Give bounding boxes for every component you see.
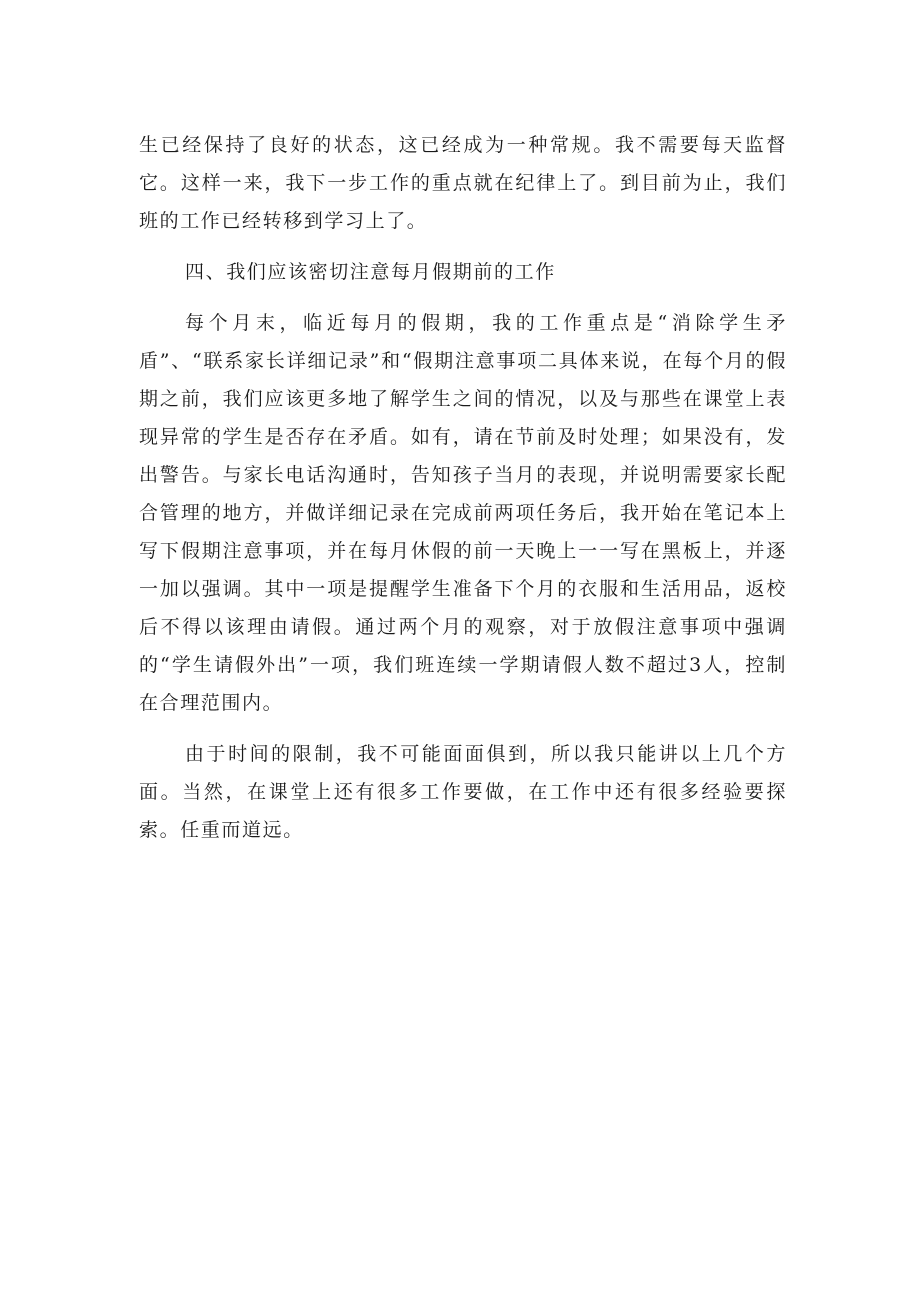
section-heading-four: 四、我们应该密切注意每月假期前的工作 — [185, 261, 556, 283]
paragraph-conclusion: 由于时间的限制，我不可能面面俱到，所以我只能讲以上几个方面。当然，在课堂上还有很多工作要做，在工作中还有很多经验要探索。任重而道远。 — [139, 743, 787, 841]
document-body — [139, 126, 787, 862]
paragraph-monthly-work: 每个月末，临近每月的假期，我的工作重点是“消除学生矛盾”、“联系家长详细记录”和“假期注意事项二具体来说，在每个月的假期之前，我们应该更多地了解学生之间的情况，以及与那些在课堂上表现异常的学生是否存在矛盾。如有，请在节前及时处理；如果没有，发出警告。与家长电话沟通时，告知孩子当月的表现，并说明需要家长配合管理的地方，并做详细记录在完成前两项任务后，我开始在笔记本上写下假期注意事项，并在每月休假的前一天晚上一一写在黑板上，并逐一加以强调。其中一项是提醒学生准备下个月的衣服和生活用品，返校后不得以该理由请假。通过两个月的观察，对于放假注意事项中强调的“学生请假外出”一项，我们班连续一学期请假人数不超过3人，控制在合理范围内。 — [139, 312, 787, 714]
paragraph-continuation: 生已经保持了良好的状态，这已经成为一种常规。我不需要每天监督它。这样一来，我下一步工作的重点就在纪律上了。到目前为止，我们班的工作已经转移到学习上了。 — [139, 134, 787, 232]
